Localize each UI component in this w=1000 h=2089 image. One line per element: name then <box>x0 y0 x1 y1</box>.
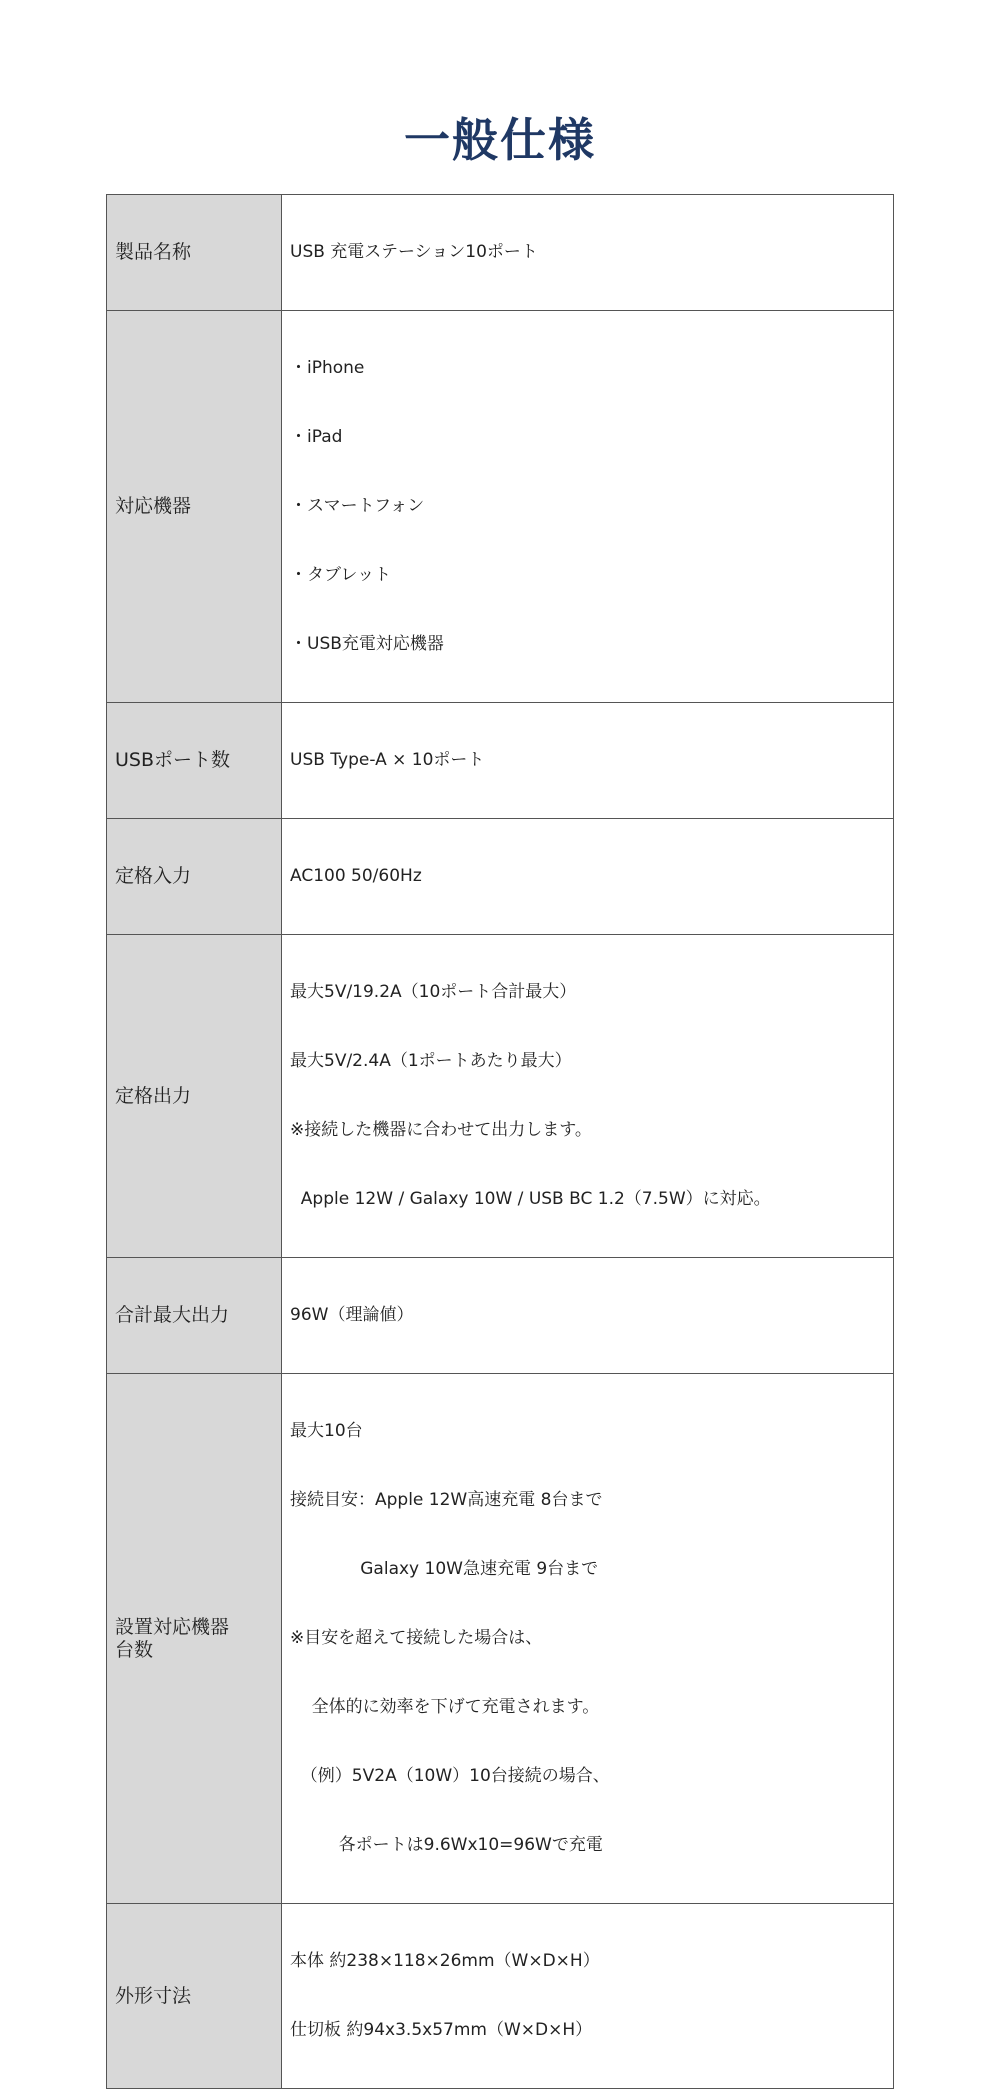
value-line: 最大10台 <box>290 1421 363 1441</box>
row-key: USBポート数 <box>107 703 282 819</box>
row-key: 定格出力 <box>107 935 282 1258</box>
table-row <box>107 935 894 1258</box>
value-line: 各ポートは9.6Wx10=96Wで充電 <box>290 1835 603 1855</box>
row-key: 定格入力 <box>107 819 282 935</box>
row-value <box>282 311 894 703</box>
value-line: Apple 12W / Galaxy 10W / USB BC 1.2（7.5W）に対応。 <box>290 1189 771 1209</box>
row-value <box>282 819 894 935</box>
value-line: Galaxy 10W急速充電 9台まで <box>290 1559 599 1579</box>
row-key <box>107 1374 282 1904</box>
value-line: ・USB充電対応機器 <box>290 634 444 654</box>
value-line: 本体 約238×118×26mm（W×D×H） <box>290 1951 600 1971</box>
row-value <box>282 1374 894 1904</box>
row-key: 製品名称 <box>107 195 282 311</box>
table-row <box>107 819 894 935</box>
value-line: USB Type-A × 10ポート <box>290 750 485 770</box>
value-line: AC100 50/60Hz <box>290 866 422 886</box>
table-row <box>107 195 894 311</box>
value-line: ・タブレット <box>290 565 392 585</box>
row-value <box>282 1258 894 1374</box>
table-row <box>107 311 894 703</box>
row-key: 対応機器 <box>107 311 282 703</box>
value-line: ※目安を超えて接続した場合は、 <box>290 1628 543 1648</box>
value-line: ・iPad <box>290 427 343 447</box>
value-line: 96W（理論値） <box>290 1305 414 1325</box>
value-line: USB 充電ステーション10ポート <box>290 242 538 262</box>
table-row <box>107 1374 894 1904</box>
row-key-line: 設置対応機器 <box>115 1615 230 1638</box>
spec-table <box>106 194 894 2089</box>
value-line: 全体的に効率を下げて充電されます。 <box>290 1697 600 1717</box>
value-line: ・スマートフォン <box>290 496 425 516</box>
value-line: 最大5V/2.4A（1ポートあたり最大） <box>290 1051 572 1071</box>
row-value <box>282 1904 894 2089</box>
value-line: （例）5V2A（10W）10台接続の場合、 <box>290 1766 610 1786</box>
value-line: 最大5V/19.2A（10ポート合計最大） <box>290 982 577 1002</box>
row-value <box>282 935 894 1258</box>
table-row <box>107 1258 894 1374</box>
value-line: ※接続した機器に合わせて出力します。 <box>290 1120 592 1140</box>
table-row <box>107 703 894 819</box>
value-line: ・iPhone <box>290 358 365 378</box>
value-line: 接続目安：Apple 12W高速充電 8台まで <box>290 1490 603 1510</box>
row-key: 合計最大出力 <box>107 1258 282 1374</box>
row-key: 外形寸法 <box>107 1904 282 2089</box>
row-value <box>282 703 894 819</box>
row-value <box>282 195 894 311</box>
value-line: 仕切板 約94x3.5x57mm（W×D×H） <box>290 2020 593 2040</box>
row-key-line: 台数 <box>115 1638 154 1661</box>
page-title: 一般仕様 <box>404 113 596 167</box>
table-row <box>107 1904 894 2089</box>
